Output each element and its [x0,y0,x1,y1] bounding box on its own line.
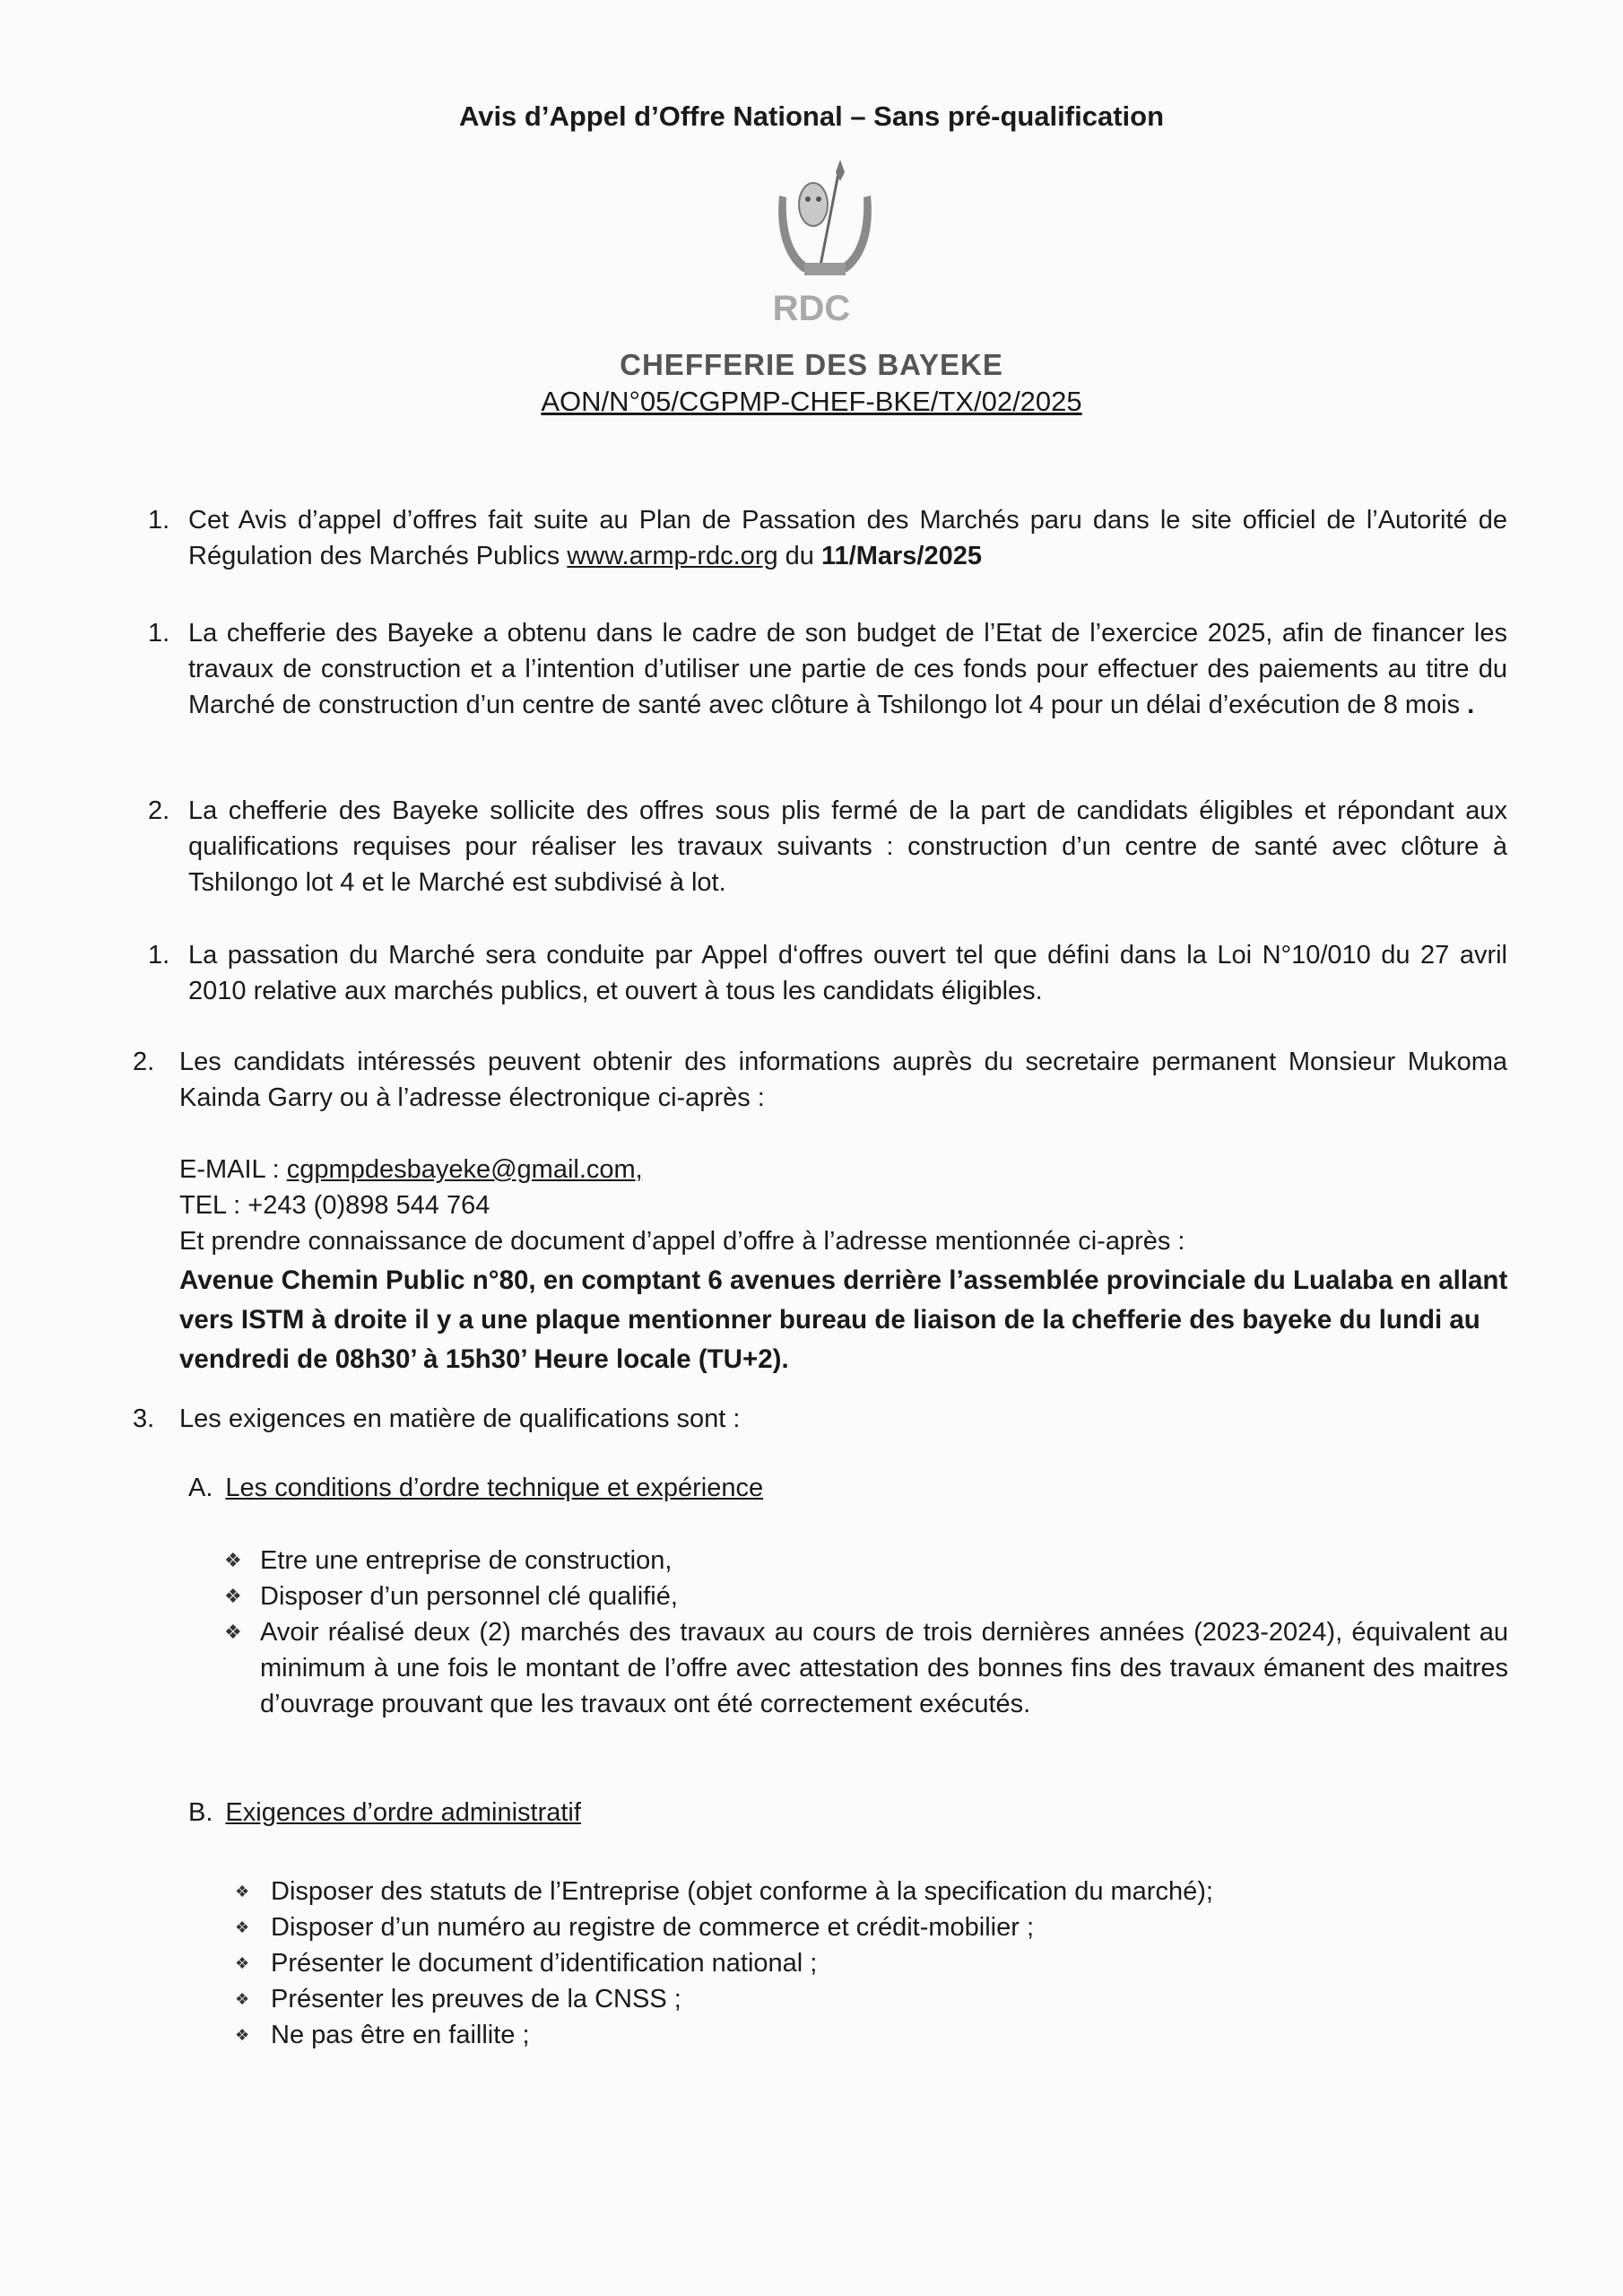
organization-name: CHEFFERIE DES BAYEKE [620,348,1003,381]
diamond-bullet-icon: ❖ [235,1918,250,1936]
section-b-heading [188,1798,581,1828]
item-text: du [777,542,821,570]
list-item [133,1044,1507,1116]
section-a-list [224,1543,1508,1722]
list-item [235,2017,1508,2053]
diamond-bullet-icon: ❖ [235,1990,250,2008]
diamond-bullet-icon: ❖ [224,1585,242,1607]
list-item [133,502,1507,574]
item-number: 2. [148,796,170,825]
diamond-bullet-icon: ❖ [235,1883,250,1900]
item-date: 11/Mars/2025 [820,542,982,570]
section-letter: A. [188,1474,213,1502]
bullet-text: Disposer d’un personnel clé qualifié, [260,1582,678,1611]
section-letter: B. [188,1798,213,1827]
bullet-text: Présenter les preuves de la CNSS ; [271,1985,681,2013]
list-item [224,1614,1508,1722]
contact-block [179,1152,1515,1379]
item-number: 1. [148,619,170,648]
bullet-text: Présenter le document d’identification national ; [271,1949,818,1978]
bullet-text: Disposer des statuts de l’Entreprise (objet conforme à la specification du marché); [271,1877,1213,1906]
list-item [235,1874,1508,1909]
section-title: Les conditions d’ordre technique et expérience [225,1474,764,1502]
item-text-end: . [1460,691,1475,719]
item-text: Cet Avis d’appel d’offres fait suite au Plan de Passation des Marchés paru dans le site officiel de l’Autorité de Régulation des Marchés Publics [188,506,1507,570]
item-number: 3. [133,1405,155,1433]
armp-link[interactable]: www.armp-rdc.org [567,542,778,570]
document-title: Avis d’Appel d’Offre National – Sans pré-qualification [458,100,1165,132]
email-label: E-MAIL : [179,1155,287,1184]
item-text: Les candidats intéressés peuvent obtenir des informations auprès du secretaire permanent Monsieur Mukoma Kainda Garry ou à l’adresse électronique ci-après : [179,1048,1507,1112]
bullet-text: Disposer d’un numéro au registre de commerce et crédit-mobilier ; [271,1913,1035,1942]
diamond-bullet-icon: ❖ [224,1549,242,1571]
item-number: 1. [148,506,170,535]
item-text: La chefferie des Bayeke sollicite des offres sous plis fermé de la part de candidats éligibles et répondant aux qualifications requises pour réaliser les travaux suivants : construction d’un centre de santé avec clôture à Tshilongo lot 4 et le Marché est subdivisé à lot. [188,796,1507,897]
coat-of-arms-logo [767,160,883,290]
bullet-text: Ne pas être en faillite ; [271,2021,530,2049]
diamond-bullet-icon: ❖ [235,1954,250,1972]
list-item [133,937,1507,1009]
logo-text: RDC [772,289,851,328]
address-text: Avenue Chemin Public n°80, en comptant 6 avenues derrière l’assemblée provinciale du Lualaba en allant vers ISTM à droite il y a une plaque mentionner bureau de liaison de la chefferie des bayeke du lundi au vendredi de 08h30’ à 15h30’ Heure locale (TU+2). [179,1265,1508,1374]
section-title: Exigences d’ordre administratif [225,1798,581,1827]
list-item [235,1981,1508,2017]
list-item [133,615,1507,723]
list-item [235,1909,1508,1945]
address-intro: Et prendre connaissance de document d’appel d’offre à l’adresse mentionnée ci-après : [179,1227,1185,1256]
email-link[interactable]: cgpmpdesbayeke@gmail.com, [286,1155,643,1184]
list-item [235,1945,1508,1981]
diamond-bullet-icon: ❖ [235,2026,250,2044]
reference-text: AON/N°05/CGPMP-CHEF-BKE/TX/02/2025 [541,386,1082,417]
section-a-heading [188,1474,763,1503]
list-item [224,1543,1508,1578]
item-text: La passation du Marché sera conduite par Appel d‘offres ouvert tel que défini dans la Loi N°10/010 du 27 avril 2010 relative aux marchés publics, et ouvert à tous les candidats éligibles. [188,941,1507,1005]
bullet-text: Etre une entreprise de construction, [260,1546,673,1575]
section-b-list [235,1874,1508,2053]
list-item [133,793,1507,900]
reference-number [0,386,1623,418]
bullet-text: Avoir réalisé deux (2) marchés des travaux au cours de trois dernières années (2023-2024), équivalent au minimum à une fois le montant de l’offre avec attestation des bonnes fins des travaux émanent des maitres d’ouvrage prouvant que les travaux ont été correctement exécutés. [260,1618,1508,1718]
list-item [133,1401,1507,1437]
item-number: 1. [148,941,170,970]
diamond-bullet-icon: ❖ [224,1621,242,1643]
item-number: 2. [133,1048,155,1076]
item-text: La chefferie des Bayeke a obtenu dans le cadre de son budget de l’Etat de l’exercice 2025, afin de financer les travaux de construction et a l’intention d’utiliser une partie de ces fonds pour effectuer des paiements au titre du Marché de construction d’un centre de santé avec clôture à Tshilongo lot 4 pour un délai d’exécution de 8 mois [188,619,1507,719]
item-text: Les exigences en matière de qualifications sont : [179,1405,741,1433]
list-item [224,1578,1508,1614]
phone-number: TEL : +243 (0)898 544 764 [179,1191,490,1220]
